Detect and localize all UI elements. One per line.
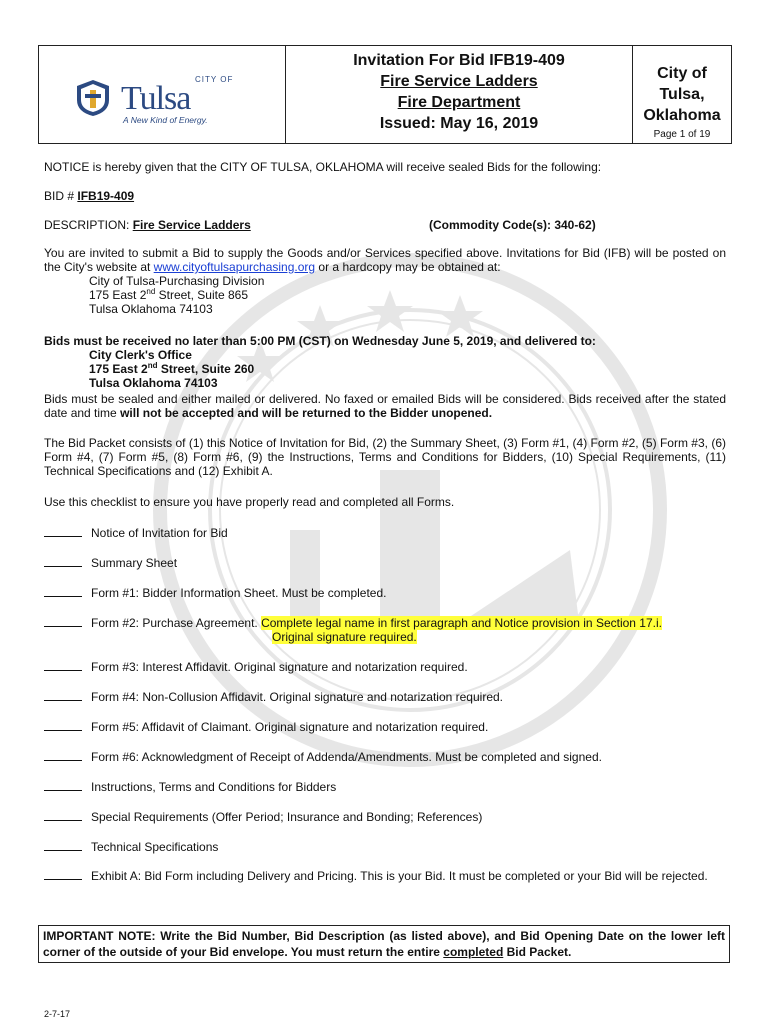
header-title-cell xyxy=(286,46,633,143)
submission-text: Bids must be sealed and either mailed or delivered. No faxed or emailed Bids will be considered. Bids received after the stated date and time xyxy=(44,392,726,420)
checkbox-blank[interactable] xyxy=(44,779,82,791)
address-line: City of Tulsa-Purchasing Division xyxy=(89,274,265,288)
address-line: 175 East 2nd Street, Suite 260 xyxy=(89,361,255,376)
logo-city-of-text: CITY OF xyxy=(195,75,234,84)
header-logo-cell xyxy=(39,46,286,143)
description-label: DESCRIPTION: xyxy=(44,218,133,232)
invite-text: You are invited to submit a Bid to supply the Goods and/or Services specified above. Invitations for Bid (IFB) will be posted on the City's website at xyxy=(44,246,726,274)
logo-tulsa-text: Tulsa xyxy=(121,80,191,117)
bid-subject: Fire Service Ladders xyxy=(380,73,538,90)
checklist-item: Notice of Invitation for Bid xyxy=(44,525,726,540)
highlight-note: Complete legal name in first paragraph and Notice provision in Section 17.i. xyxy=(261,616,662,630)
address-line: 175 East 2nd Street, Suite 865 xyxy=(89,287,249,302)
bid-packet-paragraph: The Bid Packet consists of (1) this Notice of Invitation for Bid, (2) the Summary Sheet, (3) Form #1, (4) Form #2, (5) Form #3, (6) Form #4, (7) Form #5, (8) Form #6, (9) the Instructions, Terms and Conditions for Bidders, (10) Special Requirements, (11) Technical Specifications and (12) Exhibit A. xyxy=(44,436,726,478)
submission-warning: will not be accepted and will be returned to the Bidder unopened. xyxy=(120,406,493,420)
bid-department: Fire Department xyxy=(397,94,521,111)
checklist-item: Exhibit A: Bid Form including Delivery and Pricing. This is your Bid. It must be completed or your Bid will be rejected. xyxy=(44,868,726,883)
checkbox-blank[interactable] xyxy=(44,719,82,731)
city-name: City of Tulsa, xyxy=(657,65,707,103)
checkbox-blank[interactable] xyxy=(44,659,82,671)
issued-date: Issued: May 16, 2019 xyxy=(379,115,539,132)
purchasing-address xyxy=(44,274,770,316)
bid-number-label: BID # xyxy=(44,189,78,203)
header-city-cell xyxy=(633,46,731,143)
city-of-tulsa-logo xyxy=(73,70,243,126)
checklist-item: Form #6: Acknowledgment of Receipt of Addenda/Amendments. Must be completed and signed. xyxy=(44,749,726,764)
clerk-address xyxy=(44,348,770,390)
checklist-item: Special Requirements (Offer Period; Insurance and Bonding; References) xyxy=(44,809,726,824)
important-note-box: IMPORTANT NOTE: Write the Bid Number, Bid Description (as listed above), and Bid Opening Date on the lower left corner of the outside of your Bid envelope. You must return the entire completed Bid Packet. xyxy=(38,925,730,963)
state-name: Oklahoma xyxy=(643,107,721,124)
form-revision-date: 2-7-17 xyxy=(44,1009,71,1019)
checkbox-blank[interactable] xyxy=(44,749,82,761)
checkbox-blank[interactable] xyxy=(44,809,82,821)
notice-text: NOTICE is hereby given that the CITY OF TULSA, OKLAHOMA will receive sealed Bids for the following: xyxy=(44,160,602,174)
commodity-code: (Commodity Code(s): 340-62) xyxy=(429,218,596,232)
checklist-item: Form #3: Interest Affidavit. Original signature and notarization required. xyxy=(44,659,726,674)
checklist-item: Summary Sheet xyxy=(44,555,726,570)
logo-tagline: A New Kind of Energy. xyxy=(123,115,208,125)
checklist-item: Form #2: Purchase Agreement. Complete legal name in first paragraph and Notice provision in Section 17.i. Original signature required. xyxy=(44,615,726,644)
checklist-item: Form #5: Affidavit of Claimant. Original signature and notarization required. xyxy=(44,719,726,734)
checkbox-blank[interactable] xyxy=(44,525,82,537)
bid-title: Invitation For Bid IFB19-409 xyxy=(353,52,565,69)
invite-text-2: or a hardcopy may be obtained at: xyxy=(315,260,501,274)
checklist-item: Form #1: Bidder Information Sheet. Must be completed. xyxy=(44,585,726,600)
tulsa-emblem-icon xyxy=(75,78,111,118)
submission-rules xyxy=(44,392,726,420)
address-line: Tulsa Oklahoma 74103 xyxy=(89,376,218,390)
purchasing-website-link[interactable]: www.cityoftulsapurchasing.org xyxy=(153,260,316,274)
highlight-note: Original signature required. xyxy=(272,630,417,644)
checkbox-blank[interactable] xyxy=(44,689,82,701)
bid-number-line xyxy=(44,189,726,203)
checkbox-blank[interactable] xyxy=(44,868,82,880)
bid-number: IFB19-409 xyxy=(77,189,135,203)
checklist-intro: Use this checklist to ensure you have properly read and completed all Forms. xyxy=(44,495,455,509)
description-value: Fire Service Ladders xyxy=(132,218,251,232)
checklist-item: Technical Specifications xyxy=(44,839,726,854)
checklist-item: Form #4: Non-Collusion Affidavit. Original signature and notarization required. xyxy=(44,689,726,704)
address-line: City Clerk's Office xyxy=(89,348,192,362)
deadline-line: Bids must be received no later than 5:00 PM (CST) on Wednesday June 5, 2019, and delivered to: xyxy=(44,334,596,348)
page-number: Page 1 of 19 xyxy=(653,129,711,140)
invitation-paragraph xyxy=(44,246,726,274)
address-line: Tulsa Oklahoma 74103 xyxy=(89,302,213,316)
checkbox-blank[interactable] xyxy=(44,615,82,627)
checkbox-blank[interactable] xyxy=(44,555,82,567)
checklist-item: Instructions, Terms and Conditions for Bidders xyxy=(44,779,726,794)
checkbox-blank[interactable] xyxy=(44,585,82,597)
checkbox-blank[interactable] xyxy=(44,839,82,851)
description-line xyxy=(44,218,726,232)
header-box xyxy=(38,45,732,144)
